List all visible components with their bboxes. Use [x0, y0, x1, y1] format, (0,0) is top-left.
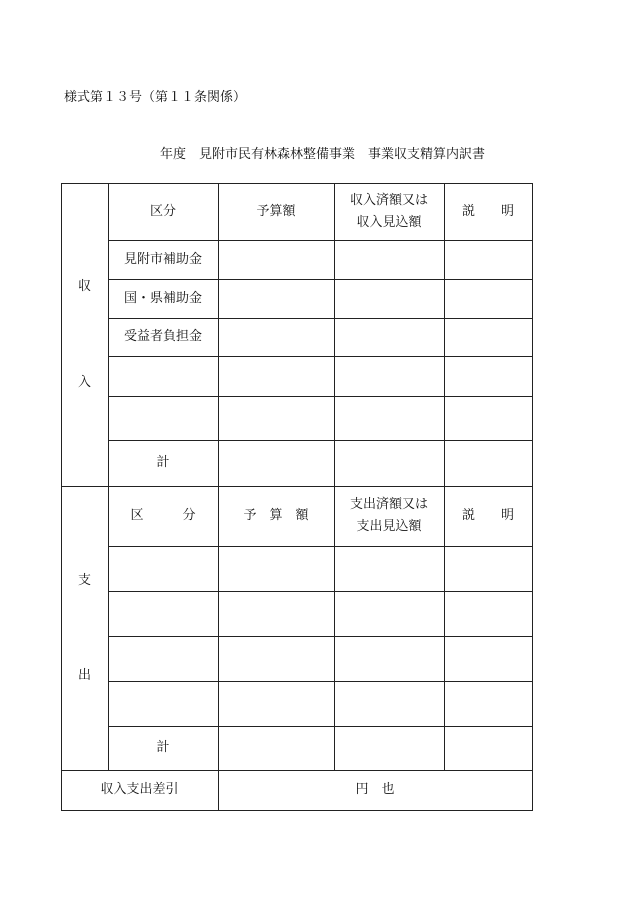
income-section-label-top: 収 [77, 279, 91, 294]
balance-label: 収入支出差引 [100, 782, 179, 797]
income-header-actual-line1: 収入済額又は [349, 192, 428, 208]
expense-header-actual [334, 486, 444, 546]
expense-section-label-bottom: 出 [77, 668, 91, 683]
row-line [108, 591, 533, 592]
expense-total-label: 計 [156, 740, 170, 755]
column-line [444, 183, 445, 771]
income-total-label: 計 [156, 455, 170, 470]
income-item-label: 国・県補助金 [124, 290, 203, 306]
income-section-label-bottom: 入 [77, 375, 91, 390]
income-header-category: 区分 [149, 203, 176, 219]
row-line [108, 681, 533, 682]
income-item-label: 受益者負担金 [124, 329, 203, 344]
balance-amount-unit: 円 也 [355, 782, 395, 797]
income-item-label [108, 396, 218, 440]
income-header-budget: 予算額 [256, 203, 296, 219]
expense-header-actual-line2: 支出見込額 [356, 519, 422, 534]
income-item-label: 見附市補助金 [124, 251, 203, 267]
income-header-actual [334, 183, 444, 240]
expense-header-notes: 説 明 [461, 508, 514, 523]
row-line [108, 546, 533, 547]
settlement-table [61, 183, 533, 811]
row-line [108, 636, 533, 637]
income-header-notes: 説 明 [461, 203, 514, 219]
expense-header-category: 区 分 [130, 508, 196, 523]
column-line [334, 183, 335, 771]
table-border-right [532, 183, 533, 811]
income-item-label [108, 356, 218, 396]
income-header-actual-line2: 収入見込額 [356, 214, 422, 230]
form-number: 様式第１３号（第１１条関係） [64, 90, 247, 105]
expense-section-label-top: 支 [77, 573, 91, 588]
expense-header-budget: 予 算 額 [243, 508, 309, 523]
document-title: 年度 見附市民有林森林整備事業 事業収支精算内訳書 [160, 147, 486, 162]
table-border-bottom [61, 810, 533, 811]
expense-header-actual-line1: 支出済額又は [349, 497, 428, 512]
